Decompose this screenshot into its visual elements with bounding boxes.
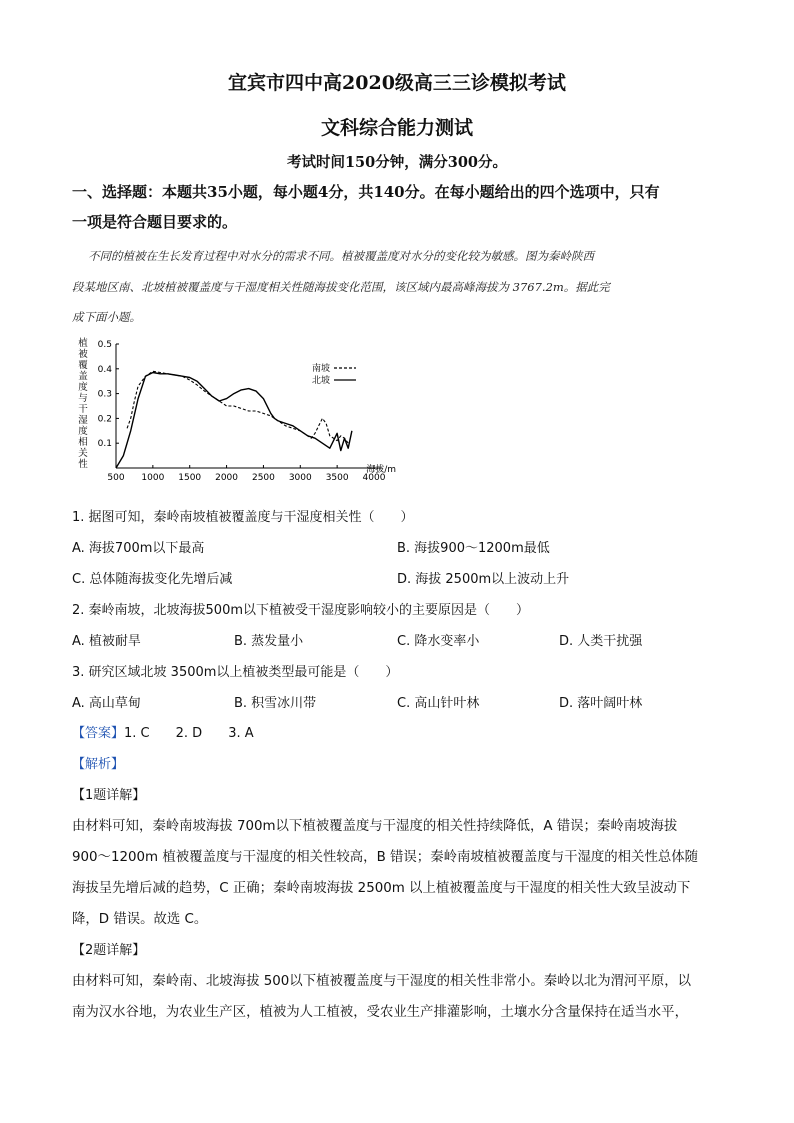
y-axis-title-char: 与 bbox=[78, 393, 88, 404]
analysis-q1-line2: 900～1200m 植被覆盖度与干湿度的相关性较高，B 错误；秦岭南坡植被覆盖度与干湿度的相关性总体随 bbox=[72, 850, 699, 865]
y-axis-title-char: 湿 bbox=[78, 415, 88, 426]
question-2-option-b[interactable]: B. 蒸发量小 bbox=[234, 634, 304, 649]
question-2-stem: 2. 秦岭南坡，北坡海拔500m以下植被受干湿度影响较小的主要原因是（ ） bbox=[72, 603, 530, 618]
x-tick-label: 2000 bbox=[215, 473, 239, 483]
question-3-option-c[interactable]: C. 高山针叶林 bbox=[397, 696, 480, 711]
y-axis-title bbox=[78, 337, 88, 470]
analysis-q1-line3: 海拔呈先增后减的趋势，C 正确；秦岭南坡海拔 2500m 以上植被覆盖度与干湿度的相关性大致呈波动下 bbox=[72, 881, 691, 896]
y-axis-title-char: 覆 bbox=[78, 360, 88, 371]
y-axis-title-char: 度 bbox=[78, 382, 88, 393]
answer-item-3: 3. A bbox=[228, 726, 254, 741]
analysis-q2-line1: 由材料可知，秦岭南、北坡海拔 500以下植被覆盖度与干湿度的相关性非常小。秦岭以北为渭河平原，以 bbox=[72, 974, 691, 989]
question-1-option-d[interactable]: D. 海拔 2500m以上波动上升 bbox=[397, 572, 570, 587]
question-2-option-d[interactable]: D. 人类干扰强 bbox=[559, 634, 643, 649]
answer-item-2: 2. D bbox=[175, 726, 203, 741]
correlation-chart bbox=[72, 336, 402, 486]
question-3-stem: 3. 研究区域北坡 3500m以上植被类型最可能是（ ） bbox=[72, 665, 399, 680]
series-line-north-slope bbox=[116, 373, 352, 469]
x-tick-label: 3000 bbox=[288, 473, 312, 483]
analysis-tag: 【解析】 bbox=[72, 757, 125, 772]
x-tick-label: 4000 bbox=[362, 473, 386, 483]
intro-line1: 不同的植被在生长发育过程中对水分的需求不同。植被覆盖度对水分的变化较为敏感。图为秦岭陕西 bbox=[88, 249, 594, 263]
y-axis-title-char: 被 bbox=[78, 349, 88, 360]
answer-tag: 【答案】 bbox=[72, 726, 125, 741]
intro-line3: 成下面小题。 bbox=[72, 310, 141, 324]
question-1-option-a[interactable]: A. 海拔700m以下最高 bbox=[72, 541, 205, 556]
x-tick-label: 1000 bbox=[141, 473, 165, 483]
question-1-stem: 1. 据图可知，秦岭南坡植被覆盖度与干湿度相关性（ ） bbox=[72, 510, 414, 525]
y-axis-title-char: 性 bbox=[78, 459, 88, 470]
y-axis-title-char: 相 bbox=[78, 437, 88, 448]
x-tick-label: 2500 bbox=[251, 473, 275, 483]
section-heading-line2: 一项是符合题目要求的。 bbox=[72, 213, 238, 231]
exam-time-info: 考试时间150分钟，满分300分。 bbox=[286, 154, 508, 171]
y-axis-title-char: 植 bbox=[78, 338, 88, 349]
analysis-q1-title: 【1题详解】 bbox=[72, 788, 146, 803]
x-tick-label: 500 bbox=[107, 473, 125, 483]
x-tick-label: 1500 bbox=[178, 473, 202, 483]
y-tick-label: 0.1 bbox=[97, 439, 112, 450]
analysis-q2-line2: 南为汉水谷地，为农业生产区，植被为人工植被，受农业生产排灌影响，土壤水分含量保持在适当水平， bbox=[72, 1005, 688, 1020]
question-1-option-b[interactable]: B. 海拔900～1200m最低 bbox=[397, 541, 550, 556]
question-2-option-c[interactable]: C. 降水变率小 bbox=[397, 634, 480, 649]
y-axis-title-char: 度 bbox=[78, 426, 88, 437]
y-tick-label: 0.3 bbox=[97, 389, 112, 400]
question-1-option-c[interactable]: C. 总体随海拔变化先增后减 bbox=[72, 572, 233, 587]
y-axis-title-char: 盖 bbox=[78, 371, 88, 382]
question-3-option-a[interactable]: A. 高山草甸 bbox=[72, 696, 141, 711]
x-tick-label: 3500 bbox=[325, 473, 349, 483]
section-heading-line1: 一、选择题：本题共35小题，每小题4分，共140分。在每小题给出的四个选项中，只有 bbox=[72, 183, 660, 201]
question-3-option-b[interactable]: B. 积雪冰川带 bbox=[234, 696, 317, 711]
question-3-option-d[interactable]: D. 落叶阔叶林 bbox=[559, 696, 643, 711]
question-2-option-a[interactable]: A. 植被耐旱 bbox=[72, 634, 141, 649]
y-axis-title-char: 干 bbox=[78, 404, 88, 415]
y-tick-label: 0.4 bbox=[97, 364, 112, 375]
analysis-q1-line4: 降，D 错误。故选 C。 bbox=[72, 912, 208, 927]
exam-subject: 文科综合能力测试 bbox=[320, 117, 473, 139]
x-axis-label: 海拔/m bbox=[366, 465, 396, 475]
exam-title: 宜宾市四中高2020级高三三诊模拟考试 bbox=[228, 72, 566, 94]
analysis-q1-line1: 由材料可知，秦岭南坡海拔 700m以下植被覆盖度与干湿度的相关性持续降低，A 错误；秦岭南坡海拔 bbox=[72, 819, 678, 834]
answer-item-1: 1. C bbox=[124, 726, 150, 741]
y-tick-label: 0.5 bbox=[97, 340, 112, 350]
legend-label: 南坡 bbox=[312, 364, 331, 374]
y-tick-label: 0.2 bbox=[97, 414, 112, 425]
y-axis-title-char: 关 bbox=[78, 448, 88, 459]
answer-line bbox=[72, 722, 254, 741]
analysis-q2-title: 【2题详解】 bbox=[72, 943, 146, 958]
legend-label: 北坡 bbox=[312, 376, 331, 386]
intro-line2: 段某地区南、北坡植被覆盖度与干湿度相关性随海拔变化范围，该区域内最高峰海拔为 3767.2m。据此完 bbox=[72, 280, 610, 294]
